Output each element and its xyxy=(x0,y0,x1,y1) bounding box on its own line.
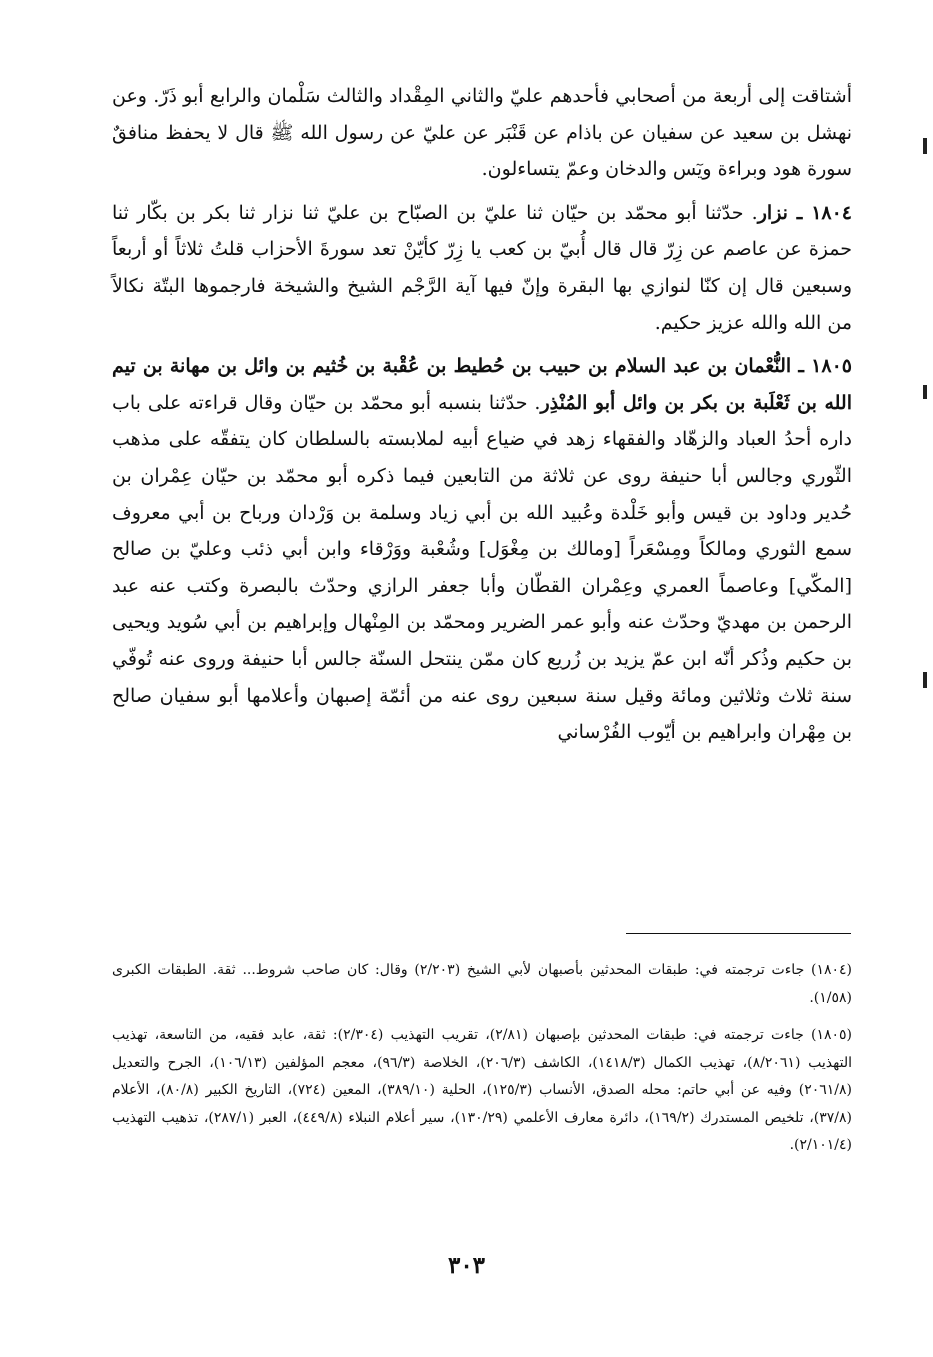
margin-mark xyxy=(923,672,927,688)
footnote-separator xyxy=(626,933,851,934)
footnote-1804: (١٨٠٤) جاءت ترجمته في: طبقات المحدثين بأصبهان لأبي الشيخ (٢/٢٠٣) وقال: كان صاحب شروط... ثقة. الطبقات الكبرى (١/٥٨). xyxy=(112,962,853,1006)
entry-number: ١٨٠٥ xyxy=(811,355,852,378)
footnote-1805: (١٨٠٥) جاءت ترجمته في: طبقات المحدثين بإصبهان (٢/٨١)، تقريب التهذيب (٢/٣٠٤): ثقة، عابد فقيه، من التاسعة، تهذيب التهذيب (٨/٢٠٦١)، تهذيب الكمال (١٤١٨/٣)، الكاشف (٢٠٦/٣)، الخلاصة (٩٦/٣)، معجم المؤلفين (١٠٦/١٣)، الجرح والتعديل (٢٠٦١/٨) وفيه عن أبي حاتم: محله الصدق، الأنساب (١٢٥/٣)، الحلية (٣٨٩/١٠)، المعين (٧٢٤)، التاريخ الكبير (٨٠/٨)، الأعلام (٣٧/٨)، تلخيص المستدرك (١٦٩/٢)، دائرة معارف الأعلمي (١٣٠/٢٩)، سير أعلام النبلاء (٤٤٩/٨)، العبر (٢٨٧/١)، تذهيب التهذيب (٢/١٠١/٤). xyxy=(112,1027,852,1153)
entry-1804 xyxy=(112,195,852,341)
entry-name: نزار xyxy=(757,201,788,224)
entry-text: . حدّثنا أبو محمّد بن حيّان ثنا عليّ بن الصبّاح بن عليّ ثنا نزار ثنا بكر بن بكّار ثنا حمزة عن عاصم عن زِرّ قال قال أُبيّ بن كعب يا زِرّ كأيّنْ تعد سورةَ الأحزاب قلتُ ثلاثاً أو أربعاً وسبعين قال إن كنّا لنوازي بها البقرة وإنّ فيها آية الرَّجْم الشيخ والشيخة فارجموها البتّة نكالاً من الله والله عزيز حكيم. xyxy=(112,201,852,334)
margin-mark xyxy=(923,138,927,154)
entry-number: ١٨٠٤ xyxy=(811,201,853,224)
paragraph-text: أشتاقت إلى أربعة من أصحابي فأحدهم عليّ والثاني المِقْداد والثالث سَلْمان والرابع أبو ذَرّ. وعن نهشل بن سعيد عن سفيان عن باذام عن قَنْبَر عن عليّ عن رسول الله ﷺ قال لا يحفظ منافقٌ سورة هود وبراءة ويٓس والدخان وعمّ يتساءلون. xyxy=(112,85,852,181)
margin-mark xyxy=(923,385,927,399)
entry-dash: ـ xyxy=(787,201,812,224)
entry-1805 xyxy=(112,348,852,751)
footnotes xyxy=(112,957,852,1160)
entry-name: النُّعْمان بن عبد السلام بن حبيب بن حُطيط بن عُقْبة بن خُثيم بن وائل بن مهانة بن تيم الله بن ثَعْلَبة بن بكر بن وائل أبو المُنْذِر xyxy=(112,355,852,414)
page-number: ٣٠٣ xyxy=(447,1252,486,1279)
main-text xyxy=(112,78,852,751)
entry-dash: ـ xyxy=(791,355,812,378)
paragraph-continuation xyxy=(112,78,852,188)
entry-text: . حدّثنا بنسبه أبو محمّد بن حيّان وقال قراءته على باب داره أحدُ العباد والزهّاد والفقهاء زهد في ضياع أبيه لملابسته بالسلطان كان يتفقّه على مذهب الثّوري وجالس أبا حنيفة روى عن ثلاثة من التابعين فيما ذكره أبو محمّد بن حيّان عِمْران بن حُدير وداود بن قيس وأبو خَلْدة وعُبيد الله بن أبي زياد وسلمة بن وَرْدان ورباح بن أبي معروف سمع الثوري ومالكاً ومِسْعَراً [ومالك بن مِغْوَل] وشُعْبة ووَرْقاء وابن أبي ذئب وعليّ بن صالح [المكّي] وعاصماً العمري وعِمْران القطّان وأبا جعفر الرازي وحدّث بالبصرة وكتب عنه عبد الرحمن بن مهديّ وحدّث عنه وأبو عمر الضرير ومحمّد بن المِنْهال وإبراهيم بن أبي سُويد ويحيى بن حكيم وذُكر أنّه ابن عمّ يزيد بن زُريع كان ممّن ينتحل السنّة جالس أبا حنيفة وروى عنه تُوفّي سنة ثلاث وثلاثين ومائة وقيل سنة سبعين روى عنه من أئمّة إصبهان وأعلامها أبو سفيان صالح بن مِهْران وابراهيم بن أيّوب الفُرْساني xyxy=(112,391,852,744)
